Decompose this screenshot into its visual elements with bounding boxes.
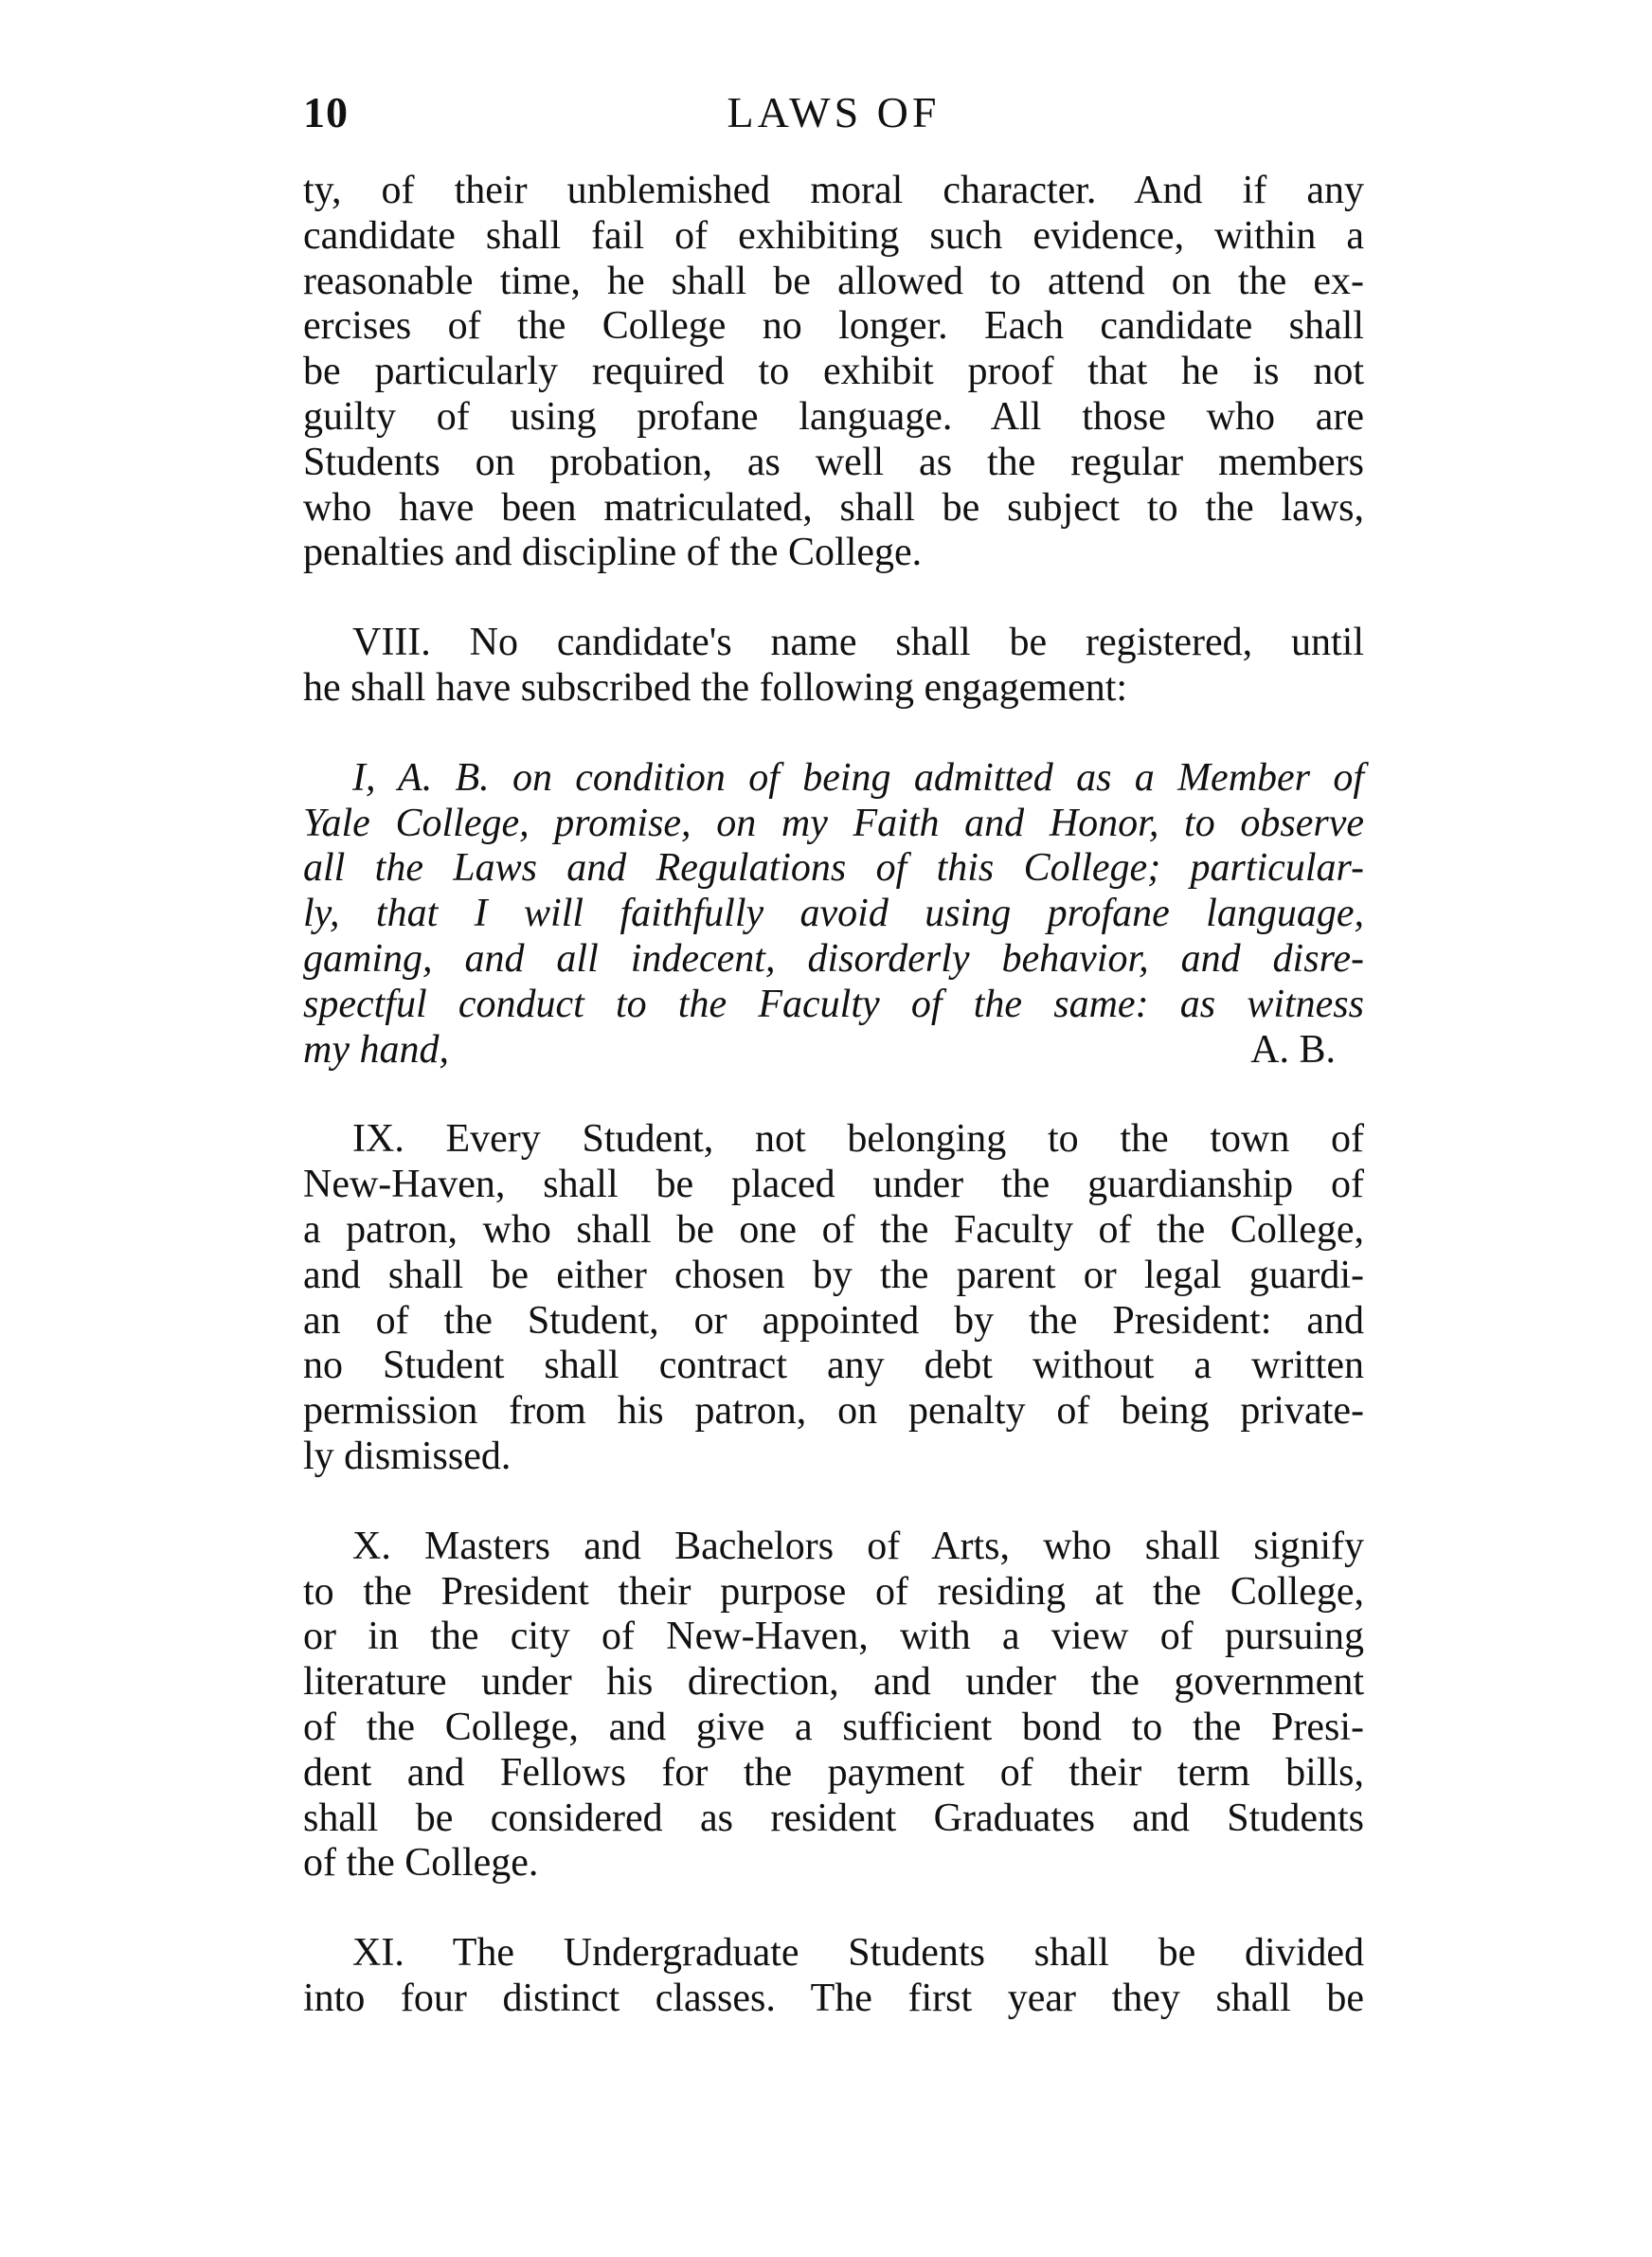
text-line: he shall have subscribed the following engagement: xyxy=(303,665,1128,710)
text-line: ty, of their unblemished moral character. And if any xyxy=(303,169,1364,212)
text-line: penalties and discipline of the College. xyxy=(303,531,923,575)
paragraph-x xyxy=(303,1525,1364,1887)
running-head: LAWS OF xyxy=(727,88,941,136)
text-line: Students on probation, as well as the regular members xyxy=(303,440,1364,484)
text-line: ly, that I will faithfully avoid using profane language, xyxy=(303,892,1364,936)
paragraph-viii xyxy=(303,621,1364,712)
text-line: candidate shall fail of exhibiting such evidence, within a xyxy=(303,213,1364,258)
text-line: into four distinct classes. The first year they shall be xyxy=(303,1976,1364,2020)
paragraph-ix xyxy=(303,1117,1364,1479)
text-line: spectful conduct to the Faculty of the same: as witness xyxy=(303,982,1364,1026)
text-line: reasonable time, he shall be allowed to attend on the ex- xyxy=(303,259,1364,303)
text-line: a patron, who shall be one of the Faculty of the College, xyxy=(303,1207,1364,1252)
text-line: who have been matriculated, shall be subject to the laws, xyxy=(303,485,1364,530)
text-line: I, A. B. on condition of being admitted as a Member of xyxy=(352,755,1364,800)
signature-label: my hand, xyxy=(303,1027,449,1072)
text-line: and shall be either chosen by the parent or legal guardi- xyxy=(303,1253,1364,1297)
text-line: ercises of the College no longer. Each candidate shall xyxy=(303,304,1364,349)
page-header xyxy=(303,87,1364,144)
paragraph-gap xyxy=(303,576,1364,621)
text-line: or in the city of New-Haven, with a view of pursuing xyxy=(303,1615,1364,1659)
text-line: of the College. xyxy=(303,1841,539,1886)
text-line: gaming, and all indecent, disorderly behavior, and disre- xyxy=(303,936,1364,981)
paragraph-vii-continued xyxy=(303,169,1364,576)
text-line: shall be considered as resident Graduates and Students xyxy=(303,1796,1364,1840)
text-line: dent and Fellows for the payment of their term bills, xyxy=(303,1750,1364,1795)
page-number: 10 xyxy=(303,88,349,136)
signature-initials: A. B. xyxy=(1250,1027,1336,1072)
text-line: XI. The Undergraduate Students shall be divided xyxy=(352,1931,1364,1976)
text-line: Yale College, promise, on my Faith and Honor, to observe xyxy=(303,801,1364,845)
paragraph-gap xyxy=(303,712,1364,756)
paragraph-gap xyxy=(303,1480,1364,1525)
paragraph-gap xyxy=(303,1073,1364,1117)
engagement-text xyxy=(303,756,1364,1074)
text-line: literature under his direction, and under the government xyxy=(303,1660,1364,1705)
paragraph-gap xyxy=(303,1887,1364,1931)
text-line: an of the Student, or appointed by the President: and xyxy=(303,1298,1364,1343)
text-line: X. Masters and Bachelors of Arts, who shall signify xyxy=(352,1524,1364,1568)
signature-line xyxy=(303,1028,1364,1074)
text-line: ly dismissed. xyxy=(303,1434,512,1478)
text-line: IX. Every Student, not belonging to the town of xyxy=(352,1117,1364,1162)
page-body xyxy=(303,169,1364,2022)
text-line: no Student shall contract any debt without a written xyxy=(303,1344,1364,1388)
text-line: of the College, and give a sufficient bond to the Presi- xyxy=(303,1705,1364,1749)
text-line: be particularly required to exhibit proof that he is not xyxy=(303,350,1364,394)
text-line: all the Laws and Regulations of this College; particular- xyxy=(303,846,1364,891)
text-line: to the President their purpose of residing at the College, xyxy=(303,1569,1364,1614)
text-line: VIII. No candidate's name shall be registered, until xyxy=(352,621,1364,665)
paragraph-xi xyxy=(303,1931,1364,2022)
text-line: permission from his patron, on penalty of being private- xyxy=(303,1389,1364,1434)
text-line: New-Haven, shall be placed under the guardianship of xyxy=(303,1163,1364,1207)
text-line: guilty of using profane language. All those who are xyxy=(303,394,1364,439)
